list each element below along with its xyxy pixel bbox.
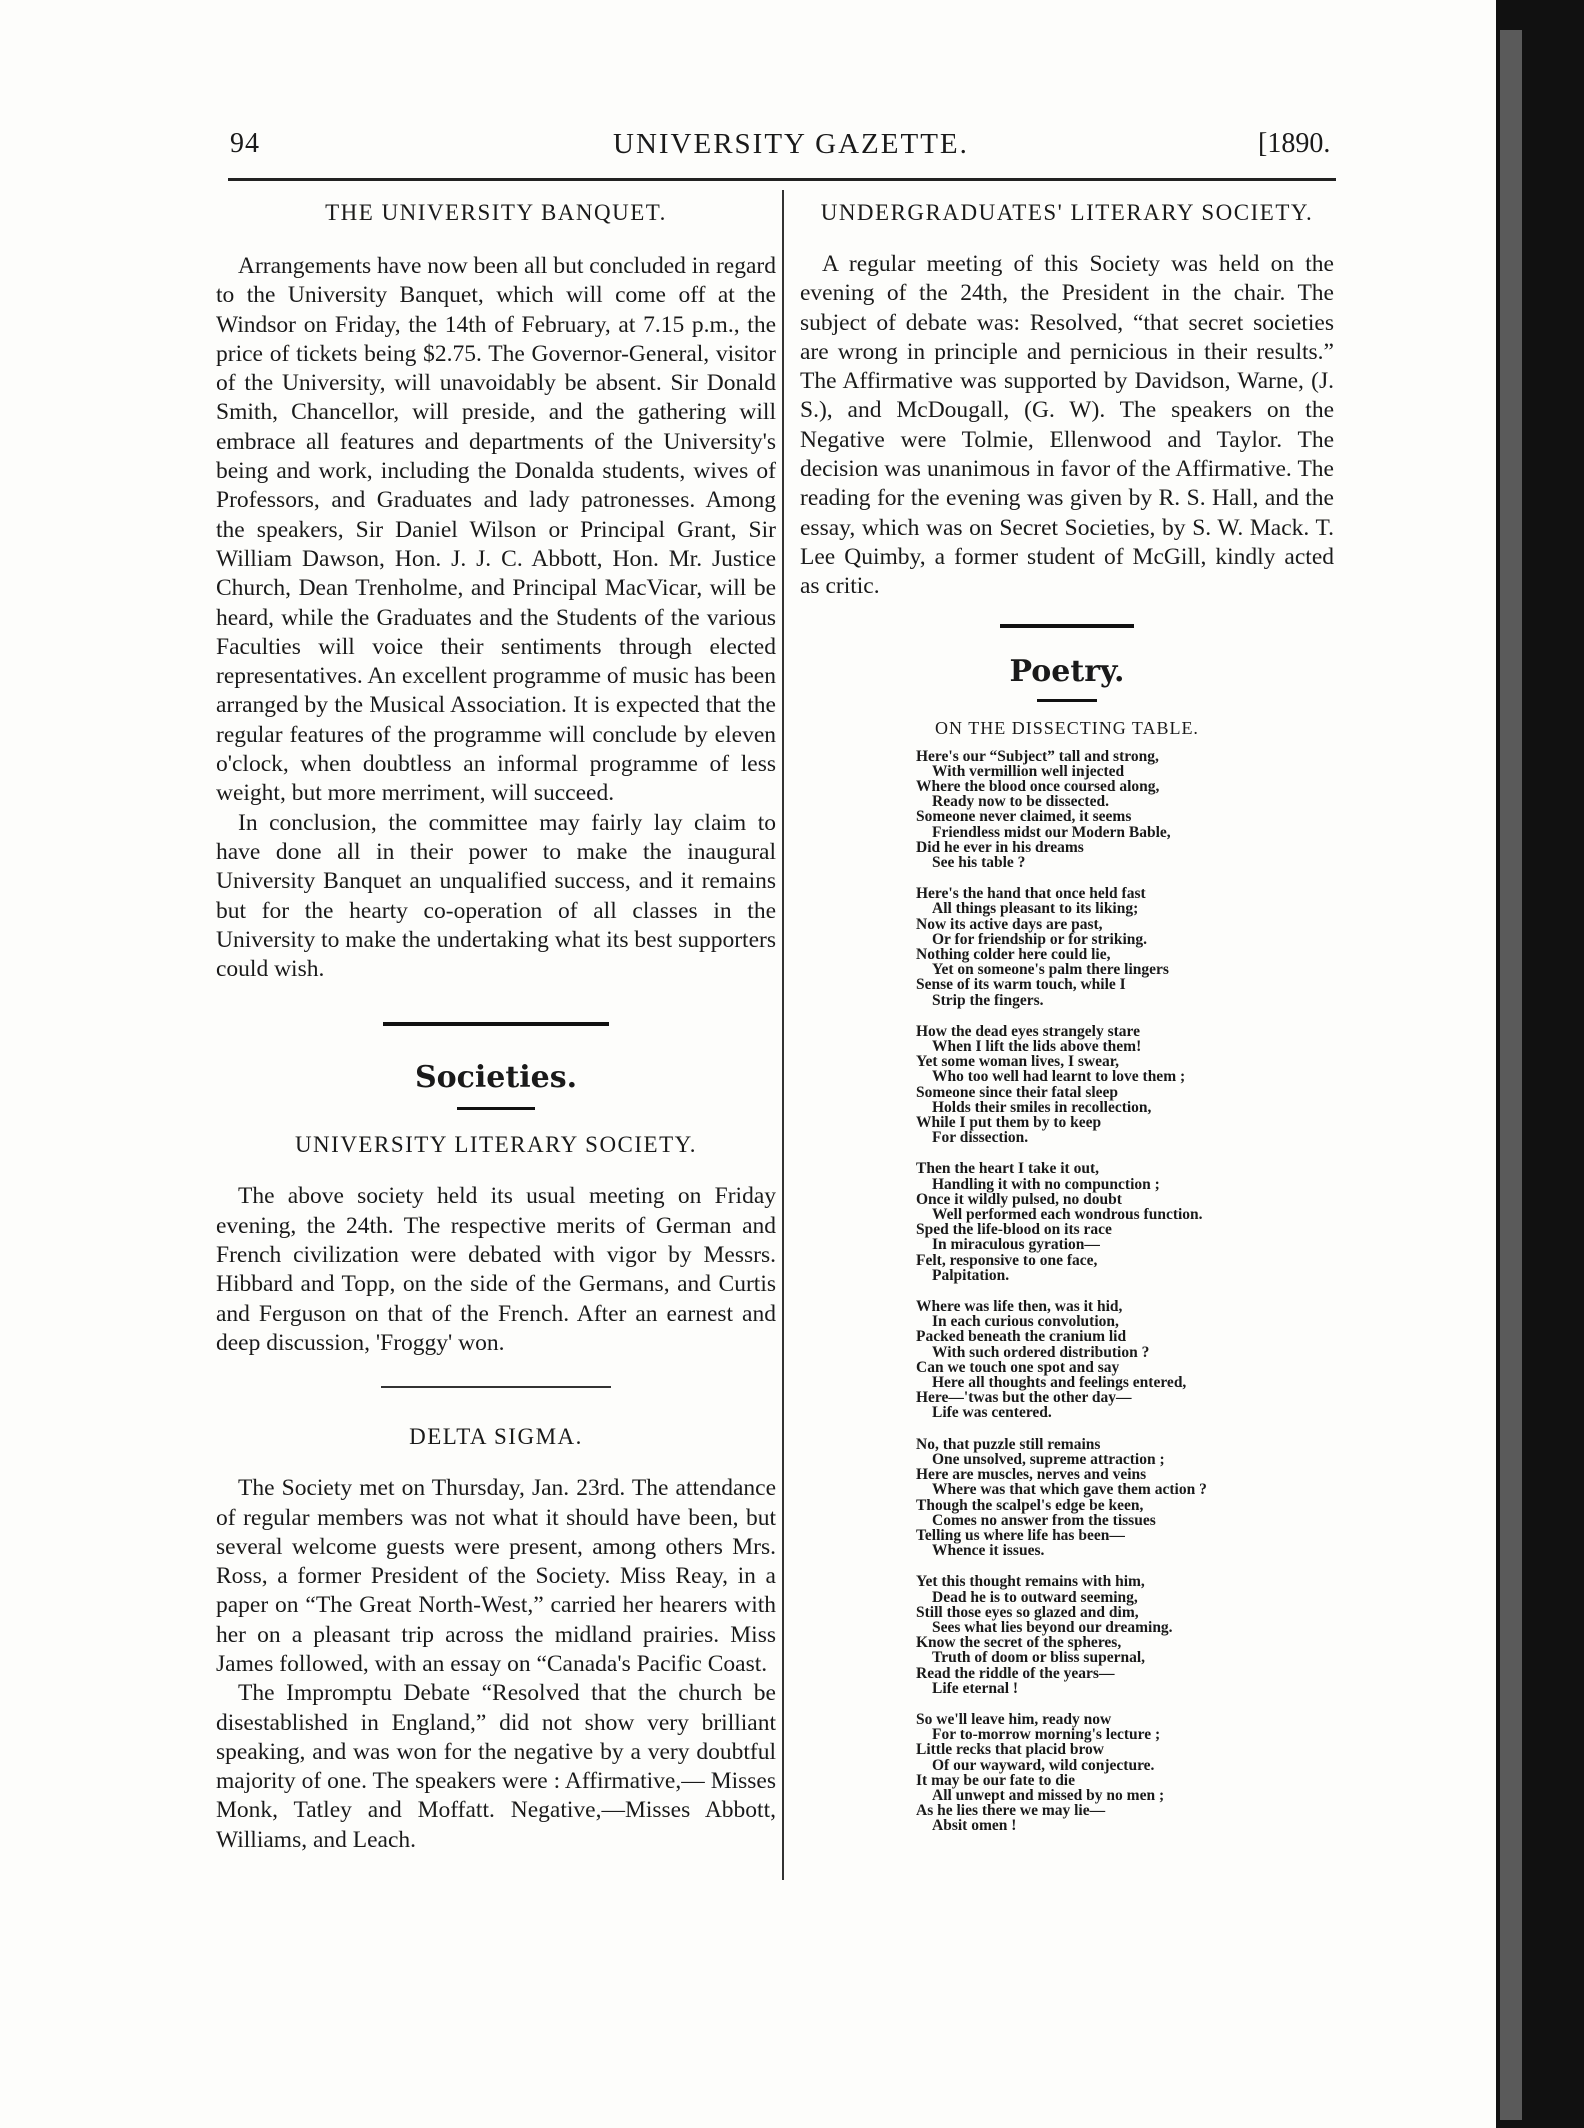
banquet-paragraph-1: Arrangements have now been all but concluded in regard to the University Banquet, which will come off at the Windsor on Friday, the 14th of February, at 7.15 p.m., the price of tickets being $2.75. The Governor-General, visitor of the University, will unavoidably be absent. Sir Donald Smith, Chancellor, will preside, and the gathering will embrace all features and departments of the University's being and work, including the Donalda students, wives of Professors, and Graduates and lady patronesses. Among the speakers, Sir Daniel Wilson or Principal Grant, Sir William Dawson, Hon. J. J. C. Abbott, Hon. Mr. Justice Church, Dean Trenholme, and Principal MacVicar, will be heard, while the Graduates and the Students of the various Faculties will voice their sentiments through elected representatives. An excellent programme of music has been arranged by the Musical Association. It is expected that the regular features of the programme will conclude by eleven o'clock, when doubtless an informal programme of less weight, but more merriment, will succeed. <box>216 253 776 807</box>
poem-line: Still those eyes so glazed and dim, <box>916 1603 1139 1621</box>
poem-line: How the dead eyes strangely stare <box>916 1022 1141 1040</box>
poem-line: Sped the life-blood on its race <box>916 1221 1112 1239</box>
poem-line: All unwept and missed by no men ; <box>932 1786 1165 1804</box>
poem-line: Nothing colder here could lie, <box>916 946 1111 963</box>
poem-line: With vermillion well injected <box>932 762 1125 780</box>
running-header <box>230 128 1330 172</box>
poem-stanza-7 <box>916 1574 1334 1696</box>
page-number: 94 <box>230 128 260 159</box>
poem-line: Holds their smiles in recollection, <box>932 1098 1152 1116</box>
poem-line: So we'll leave him, ready now <box>916 1710 1112 1728</box>
poem-line: Where the blood once coursed along, <box>916 777 1160 795</box>
poem-line: Strip the fingers. <box>932 991 1044 1009</box>
poem-line: Someone never claimed, it seems <box>916 808 1132 826</box>
poem-line: While I put them by to keep <box>916 1114 1102 1132</box>
poem-line: Now its active days are past, <box>916 915 1103 933</box>
undergrad-heading: UNDERGRADUATES' LITERARY SOCIETY. <box>820 200 1314 225</box>
poem-stanza-2 <box>916 886 1334 1008</box>
poem-line: In miraculous gyration— <box>932 1236 1100 1254</box>
literary-paragraph: The above society held its usual meeting on Friday evening, the 24th. The respective merits of German and French civilization were debated with vigor by Messrs. Hibbard and Topp, on the side of the Germans, and Curtis and Ferguson on that of the French. After an earnest and deep discussion, 'Froggy' won. <box>216 1183 776 1356</box>
poem-line: Know the secret of the spheres, <box>916 1634 1122 1652</box>
poem-line: In each curious convolution, <box>932 1313 1119 1331</box>
poem-line: Yet on someone's palm there lingers <box>932 961 1169 979</box>
poem-line: Handling it with no compunction ; <box>932 1175 1160 1193</box>
year: [1890. <box>1258 128 1331 159</box>
delta-sigma-paragraph-1: The Society met on Thursday, Jan. 23rd. The attendance of regular members was not what it should have been, but several welcome guests were present, among others Mrs. Ross, a former President of the Society. Miss Reay, in a paper on “The Great North-West,” carried her hearers with her on a pleasant trip across the midland prairies. Miss James followed, with an essay on “Canada's Pacific Coast. <box>216 1475 776 1677</box>
poem-line: Little recks that placid brow <box>916 1741 1105 1759</box>
poem-line: Ready now to be dissected. <box>932 793 1109 811</box>
poem-line: One unsolved, supreme attraction ; <box>932 1450 1165 1468</box>
poem-line: Here—'twas but the other day— <box>916 1389 1132 1407</box>
poem-line: Sense of its warm touch, while I <box>916 976 1126 994</box>
journal-title: UNIVERSITY GAZETTE. <box>613 128 969 160</box>
poem-line: Palpitation. <box>932 1266 1010 1284</box>
poem-line: Comes no answer from the tissues <box>932 1511 1156 1529</box>
poem-title: ON THE DISSECTING TABLE. <box>935 717 1199 738</box>
header-rule <box>228 178 1336 181</box>
poem-line: Where was that which gave them action ? <box>932 1481 1207 1499</box>
poem-line: Then the heart I take it out, <box>916 1160 1099 1178</box>
poem-line: It may be our fate to die <box>916 1771 1075 1789</box>
poem-line: Did he ever in his dreams <box>916 838 1084 856</box>
poem-line: See his table ? <box>932 853 1026 871</box>
poem-stanza-8 <box>916 1712 1334 1834</box>
poem-line: Telling us where life has been— <box>916 1526 1125 1544</box>
poem-line: When I lift the lids above them! <box>932 1038 1142 1056</box>
poem-line: Life eternal ! <box>932 1679 1019 1697</box>
banquet-paragraph-2: In conclusion, the committee may fairly lay claim to have done all in their power to make the inaugural University Banquet an unqualified success, and it remains but for the hearty co-operation of all classes in the University to make the undertaking what its best supporters could wish. <box>216 809 776 983</box>
poem-line: Someone since their fatal sleep <box>916 1083 1119 1101</box>
poem-line: Read the riddle of the years— <box>916 1664 1115 1682</box>
poem-line: Packed beneath the cranium lid <box>916 1328 1127 1346</box>
poem-line: All things pleasant to its liking; <box>932 900 1139 918</box>
poem-line: Yet this thought remains with him, <box>916 1573 1145 1591</box>
poem-line: Or for friendship or for striking. <box>932 930 1148 948</box>
poem-stanza-5 <box>916 1299 1334 1421</box>
poem-line: For dissection. <box>932 1129 1029 1147</box>
poem-line: Here's the hand that once held fast <box>916 885 1146 903</box>
poem-line: Dead he is to outward seeming, <box>932 1588 1138 1606</box>
left-column <box>216 200 776 1855</box>
poetry-heading: Poetry. <box>1009 653 1125 689</box>
poem-line: For to-morrow morning's lecture ; <box>932 1726 1161 1744</box>
poem-line: Of our wayward, wild conjecture. <box>932 1756 1155 1774</box>
poem-line: No, that puzzle still remains <box>916 1435 1101 1453</box>
poem-line: Felt, responsive to one face, <box>916 1251 1098 1269</box>
poem-line: Where was life then, was it hid, <box>916 1298 1123 1316</box>
poem-stanza-1 <box>916 749 1334 871</box>
poem-line: Truth of doom or bliss supernal, <box>932 1649 1146 1667</box>
poem-line: Friendless midst our Modern Bable, <box>932 823 1171 841</box>
poem-line: Life was centered. <box>932 1404 1052 1422</box>
poem-stanza-4 <box>916 1161 1334 1283</box>
undergrad-paragraph: A regular meeting of this Society was held on the evening of the 24th, the President in the chair. The subject of debate was: Resolved, “that secret societies are wrong in principle and pernicious in their results.” The Affirmative was supported by Davidson, Warne, (J. S.), and McDougall, (G. W). The speakers on the Negative were Tolmie, Ellenwood and Taylor. The decision was unanimous in favor of the Affirmative. The reading for the evening was given by R. S. Hall, and the essay, which was on Secret Societies, by S. W. Mack. T. Lee Quimby, a former student of McGill, kindly acted as critic. <box>800 251 1334 600</box>
poem-line: With such ordered distribution ? <box>932 1343 1150 1361</box>
poem-line: Yet some woman lives, I swear, <box>916 1053 1120 1071</box>
poem-stanza-3 <box>916 1024 1334 1146</box>
poem-line: Here are muscles, nerves and veins <box>916 1466 1147 1484</box>
poem-line: Sees what lies beyond our dreaming. <box>932 1618 1173 1636</box>
poem-line: Absit omen ! <box>932 1817 1017 1835</box>
poem-line: Here's our “Subject” tall and strong, <box>916 747 1159 765</box>
right-column <box>800 200 1334 1834</box>
column-rule <box>782 190 784 1880</box>
poem-stanza-6 <box>916 1437 1334 1559</box>
poem-line: Though the scalpel's edge be keen, <box>916 1496 1144 1514</box>
delta-sigma-heading: DELTA SIGMA. <box>409 1424 583 1450</box>
poem-line: Well performed each wondrous function. <box>932 1206 1203 1224</box>
scan-edge-shadow <box>1500 30 1522 2120</box>
poem-line: As he lies there we may lie— <box>916 1802 1106 1820</box>
poem-line: Can we touch one spot and say <box>916 1358 1120 1376</box>
banquet-heading: THE UNIVERSITY BANQUET. <box>325 200 667 225</box>
poem-line: Here all thoughts and feelings entered, <box>932 1374 1187 1392</box>
delta-sigma-paragraph-2: The Impromptu Debate “Resolved that the church be disestablished in England,” did not show very brilliant speaking, and was won for the negative by a very doubtful majority of one. The speakers were : Affirmative,— Misses Monk, Tatley and Moffatt. Negative,—Misses Abbott, Williams, and Leach. <box>216 1680 776 1853</box>
poem-line: Whence it issues. <box>932 1542 1045 1560</box>
literary-heading: UNIVERSITY LITERARY SOCIETY. <box>294 1132 698 1158</box>
poem-line: Once it wildly pulsed, no doubt <box>916 1190 1122 1208</box>
poem-line: Who too well had learnt to love them ; <box>932 1068 1186 1086</box>
societies-heading: Societies. <box>414 1060 578 1096</box>
